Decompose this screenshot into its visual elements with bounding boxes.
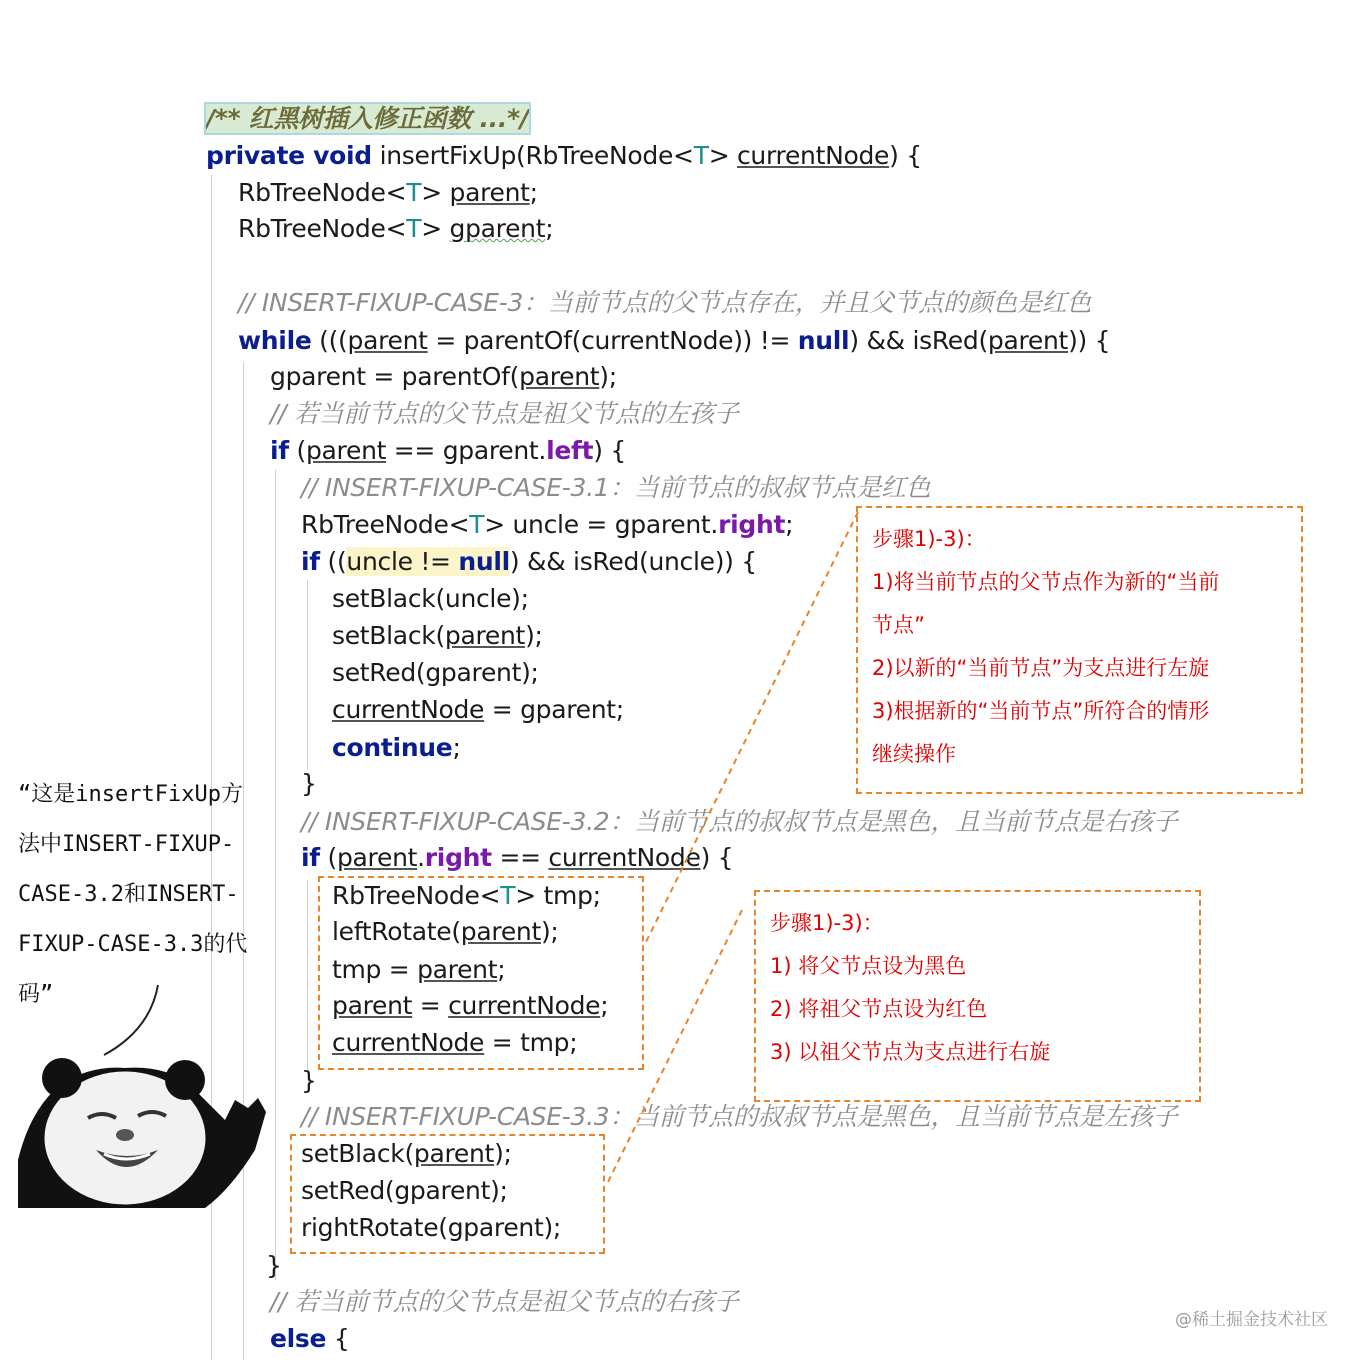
code-text: > tmp; bbox=[515, 881, 601, 910]
var-name: gparent bbox=[449, 214, 546, 243]
code-line: } bbox=[301, 1066, 317, 1095]
note-line: 1)将当前节点的父节点作为新的“当前 bbox=[872, 570, 1220, 594]
param-name: currentNode bbox=[736, 141, 890, 170]
code-line: rightRotate(gparent); bbox=[301, 1213, 562, 1242]
var-name: parent bbox=[332, 991, 413, 1020]
keyword: null bbox=[458, 547, 510, 576]
var-name: parent bbox=[417, 955, 498, 984]
code-text: = gparent; bbox=[484, 695, 624, 724]
var-name: currentNode bbox=[548, 843, 701, 872]
note-line: 继续操作 bbox=[872, 742, 956, 766]
var-name: parent bbox=[336, 843, 418, 872]
code-text: leftRotate( bbox=[332, 917, 461, 946]
var-name: currentNode bbox=[448, 991, 601, 1020]
comment-case-3-3: // INSERT-FIXUP-CASE-3.3：当前节点的叔叔节点是黑色，且当前节点是左孩子 bbox=[301, 1102, 1178, 1131]
field-name: left bbox=[546, 436, 594, 465]
keyword: while bbox=[238, 326, 312, 355]
type-param: T bbox=[693, 141, 709, 170]
code-text: uncle != bbox=[346, 547, 459, 576]
var-name: parent bbox=[449, 178, 530, 207]
var-name: parent bbox=[305, 436, 387, 465]
code-text: ; bbox=[545, 214, 554, 243]
var-name: parent bbox=[413, 1139, 495, 1168]
keyword: private void bbox=[206, 141, 372, 170]
code-line: setRed(gparent); bbox=[332, 658, 539, 687]
comment-case-3-1: // INSERT-FIXUP-CASE-3.1：当前节点的叔叔节点是红色 bbox=[301, 473, 931, 502]
code-text: RbTreeNode< bbox=[301, 510, 470, 539]
comment-case-3: // INSERT-FIXUP-CASE-3：当前节点的父节点存在，并且父节点的颜色是红色 bbox=[238, 288, 1092, 317]
code-text: ; bbox=[529, 178, 538, 207]
code-text: ); bbox=[599, 362, 617, 391]
code-text: > bbox=[421, 178, 450, 207]
speech-line: 码” bbox=[18, 982, 54, 1007]
keyword: if bbox=[270, 436, 289, 465]
var-name: parent bbox=[460, 917, 541, 946]
code-text: ; bbox=[785, 510, 794, 539]
note-line: 2) 将祖父节点设为红色 bbox=[770, 997, 988, 1021]
note-line: 节点” bbox=[872, 613, 925, 637]
var-name: parent bbox=[987, 326, 1069, 355]
var-name: parent bbox=[347, 326, 428, 355]
note-line: 3)根据新的“当前节点”所符合的情形 bbox=[872, 699, 1210, 723]
code-text: ; bbox=[452, 733, 461, 762]
type-param: T bbox=[406, 178, 422, 207]
code-text: ( bbox=[319, 843, 337, 872]
code-text: ) && isRed(uncle)) { bbox=[509, 547, 757, 576]
code-text: (( bbox=[319, 547, 347, 576]
note-line: 1) 将父节点设为黑色 bbox=[770, 954, 967, 978]
code-text: = tmp; bbox=[484, 1028, 578, 1057]
var-name: parent bbox=[519, 362, 600, 391]
code-text: tmp = bbox=[332, 955, 418, 984]
keyword: if bbox=[301, 843, 320, 872]
code-line: } bbox=[301, 769, 317, 798]
note-line: 3) 以祖父节点为支点进行右旋 bbox=[770, 1040, 1051, 1064]
code-text: ((( bbox=[311, 326, 348, 355]
code-text: gparent = parentOf( bbox=[270, 362, 520, 391]
code-text: ) { bbox=[700, 843, 734, 872]
speech-line: 法中INSERT-FIXUP- bbox=[18, 832, 235, 857]
speech-line: “这是insertFixUp方 bbox=[18, 782, 243, 807]
code-text: ) { bbox=[889, 141, 922, 170]
code-text: ); bbox=[494, 1139, 512, 1168]
code-text: insertFixUp(RbTreeNode< bbox=[371, 141, 694, 170]
code-text: setBlack( bbox=[332, 621, 445, 650]
comment-right-child: // 若当前节点的父节点是祖父节点的右孩子 bbox=[270, 1287, 739, 1316]
var-name: parent bbox=[444, 621, 526, 650]
code-text: > bbox=[421, 214, 450, 243]
code-text: > bbox=[708, 141, 737, 170]
code-text: ( bbox=[288, 436, 306, 465]
watermark: @稀土掘金技术社区 bbox=[1175, 1310, 1328, 1330]
code-text: == bbox=[491, 843, 549, 872]
speech-line: FIXUP-CASE-3.3的代 bbox=[18, 932, 248, 957]
note-title: 步骤1)-3)： bbox=[770, 911, 884, 935]
code-text: ) { bbox=[593, 436, 626, 465]
code-text: RbTreeNode< bbox=[238, 214, 407, 243]
type-param: T bbox=[469, 510, 485, 539]
code-text: ; bbox=[600, 991, 609, 1020]
code-text: ); bbox=[540, 917, 559, 946]
code-text: = parentOf(currentNode)) != bbox=[427, 326, 798, 355]
note-title: 步骤1)-3)： bbox=[872, 527, 986, 551]
code-text: )) { bbox=[1068, 326, 1111, 355]
field-name: right bbox=[718, 510, 786, 539]
doc-comment: /** 红黑树插入修正函数 ...*/ bbox=[206, 104, 529, 133]
var-name: currentNode bbox=[332, 1028, 485, 1057]
code-line: setBlack(uncle); bbox=[332, 584, 529, 613]
keyword: else bbox=[270, 1324, 327, 1353]
code-text: ); bbox=[525, 621, 543, 650]
code-text: ) && isRed( bbox=[849, 326, 988, 355]
note-line: 2)以新的“当前节点”为支点进行左旋 bbox=[872, 656, 1210, 680]
var-name: currentNode bbox=[332, 695, 485, 724]
code-text: ; bbox=[497, 955, 506, 984]
code-text: setBlack( bbox=[301, 1139, 414, 1168]
comment-case-3-2: // INSERT-FIXUP-CASE-3.2：当前节点的叔叔节点是黑色，且当前节点是右孩子 bbox=[301, 807, 1178, 836]
comment-left-child: // 若当前节点的父节点是祖父节点的左孩子 bbox=[270, 399, 739, 428]
code-text: RbTreeNode< bbox=[332, 881, 501, 910]
type-param: T bbox=[406, 214, 422, 243]
code-line: } bbox=[266, 1251, 282, 1280]
keyword: if bbox=[301, 547, 320, 576]
code-text: == gparent. bbox=[386, 436, 547, 465]
code-text: > uncle = gparent. bbox=[484, 510, 719, 539]
speech-line: CASE-3.2和INSERT- bbox=[18, 882, 239, 907]
field-name: right bbox=[424, 843, 492, 872]
code-text: RbTreeNode< bbox=[238, 178, 407, 207]
type-param: T bbox=[500, 881, 516, 910]
keyword: continue bbox=[332, 733, 453, 762]
code-line: setRed(gparent); bbox=[301, 1176, 508, 1205]
keyword: null bbox=[797, 326, 850, 355]
code-text: { bbox=[326, 1324, 350, 1353]
code-text: = bbox=[412, 991, 449, 1020]
code-text: . bbox=[417, 843, 425, 872]
